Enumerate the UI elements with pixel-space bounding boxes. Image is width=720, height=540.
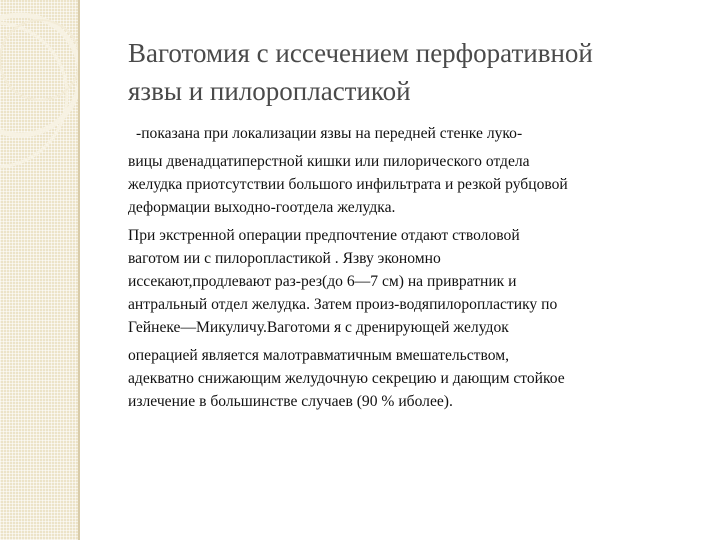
circle-ornament-icon — [0, 0, 78, 540]
body-line: антральный отдел желудка. Затем произ-водяпилоропластику по — [128, 296, 558, 313]
body-line: желудка приотсутствии большого инфильтрата и резкой рубцовой — [128, 176, 568, 193]
slide-title — [128, 34, 698, 110]
body-line: Гейнеке—Микуличу.Ваготоми я с дренирующей желудок — [128, 319, 509, 336]
body-line: вицы двенадцатиперстной кишки или пилорического отдела — [128, 153, 530, 170]
body-line: операцией является малотравматичным вмешательством, — [128, 347, 510, 364]
body-line: -показана при локализации язвы на передней стенке луко- — [136, 125, 523, 142]
body-line: излечение в большинстве случаев (90 % иболее). — [128, 393, 453, 410]
sidebar-divider — [78, 0, 80, 540]
body-line: деформации выходно-гоотдела желудка. — [128, 199, 396, 216]
title-line: язвы и пилоропластикой — [128, 76, 411, 106]
body-line: При экстренной операции предпочтение отдают стволовой — [128, 227, 520, 244]
body-line: адекватно снижающим желудочную секрецию и дающим стойкое — [128, 370, 565, 387]
body-line: иссекают,продлевают раз-рез(до 6—7 см) на привратник и — [128, 273, 517, 290]
body-line: ваготом ии с пилоропластикой . Язву экономно — [128, 250, 441, 267]
decorative-sidebar — [0, 0, 78, 540]
slide-body — [128, 122, 703, 413]
title-line: Ваготомия с иссечением перфоративной — [128, 38, 593, 68]
